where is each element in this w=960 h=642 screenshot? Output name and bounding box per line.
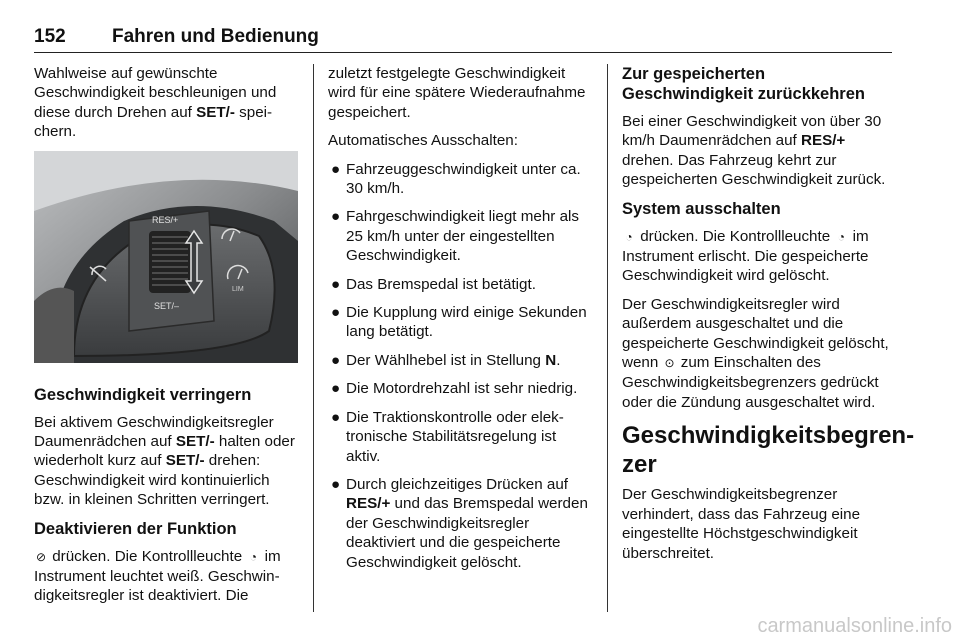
list-item: ● Die Motordrehzahl ist sehr niedrig. xyxy=(331,380,578,398)
set-label: SET/– xyxy=(154,300,180,311)
res-label: RES/+ xyxy=(152,214,179,225)
bullet-list xyxy=(328,160,594,572)
section-heading: Geschwindigkeit verringern xyxy=(34,385,252,404)
list-item: ● Durch gleichzeitiges Drücken auf RES/+ und das Bremspedal werden der Geschwindigkeitsregler deaktiviert und die gespeicherte Geschwindigkeit gelöscht. xyxy=(331,475,588,571)
list-item: ● Fahrzeuggeschwindigkeit unter ca. 30 km/h. xyxy=(331,160,581,198)
list-item: ● Die Traktionskontrolle oder elektronische Stabilitätsregelung ist aktiv. xyxy=(331,408,564,465)
paragraph: Bei einer Geschwindigkeit von über 30 km/h Daumenrädchen auf RES/+ drehen. Das Fahrzeug kehrt zur gespeicherten Geschwindigkeit zurück. xyxy=(622,113,886,189)
list-item: ● Die Kupplung wird einige Sekunden lang betätigt. xyxy=(331,304,587,341)
column-divider xyxy=(607,64,608,612)
paragraph: Automatisches Ausschalten: xyxy=(328,132,518,150)
lim-label: LIM xyxy=(232,285,244,293)
page-header xyxy=(34,22,892,53)
cruise-lamp-icon: ◔ xyxy=(837,229,846,244)
watermark: carmanualsonline.info xyxy=(757,615,952,637)
column-divider xyxy=(313,64,314,612)
cruise-off-icon: ⊘ xyxy=(35,549,47,564)
list-item: ● Das Bremspedal ist betätigt. xyxy=(331,275,536,293)
column-3 xyxy=(622,64,915,572)
column-1 xyxy=(34,64,300,615)
cruise-lamp-icon: ◔ xyxy=(249,549,258,564)
paragraph: ◔ drücken. Die Kontrollleuchte ◔ im Instrument erlischt. Die gespeicherte Geschwindigkeit wird gelöscht. xyxy=(622,227,869,285)
paragraph: Bei aktivem Geschwindigkeitsregler Daumenrädchen auf SET/- halten oder wiederholt kurz auf SET/- drehen: Geschwindigkeit wird kontinuierlich bzw. in kleinen Schritten verringert. xyxy=(34,413,295,509)
paragraph: Wahlweise auf gewünschte Geschwindigkeit beschleunigen und diese durch Drehen auf SET/- speichern. xyxy=(34,65,277,141)
steering-wheel-controls-figure xyxy=(34,151,298,363)
page-number: 152 xyxy=(34,26,66,47)
section-heading: Zur gespeicherten Geschwindigkeit zurückkehren xyxy=(622,65,865,103)
section-heading: System ausschalten xyxy=(622,199,781,218)
paragraph: ⊘ drücken. Die Kontrollleuchte ◔ im Instrument leuchtet weiß. Geschwindigkeitsregler ist deaktiviert. Die xyxy=(34,547,281,605)
column-2 xyxy=(328,64,594,581)
page-title: Fahren und Bedienung xyxy=(112,26,319,47)
list-item: ● Der Wählhebel ist in Stellung N. xyxy=(331,351,561,369)
cruise-lamp-icon: ◔ xyxy=(625,229,633,244)
section-heading: Deaktivieren der Funktion xyxy=(34,519,237,538)
chapter-heading: Geschwindigkeitsbegrenzer xyxy=(622,422,915,479)
paragraph: Der Geschwindigkeitsregler wird außerdem ausgeschaltet und die gespeicherte Geschwindigkeit gelöscht, wenn ⊙ zum Einschalten des Geschwindigkeitsbegrenzers gedrückt oder die Zündung ausgeschaltet wird. xyxy=(622,295,889,411)
list-item: ● Fahrgeschwindigkeit liegt mehr als 25 km/h unter der eingestellten Geschwindigkeit. xyxy=(331,208,579,265)
paragraph: zuletzt festgelegte Geschwindigkeit wird für eine spätere Wiederaufnahme gespeichert. xyxy=(328,65,586,121)
limiter-icon: ⊙ xyxy=(664,356,675,371)
paragraph: Der Geschwindigkeitsbegrenzer verhindert, dass das Fahrzeug eine eingestellte Höchstgeschwindigkeit überschreitet. xyxy=(622,486,861,562)
